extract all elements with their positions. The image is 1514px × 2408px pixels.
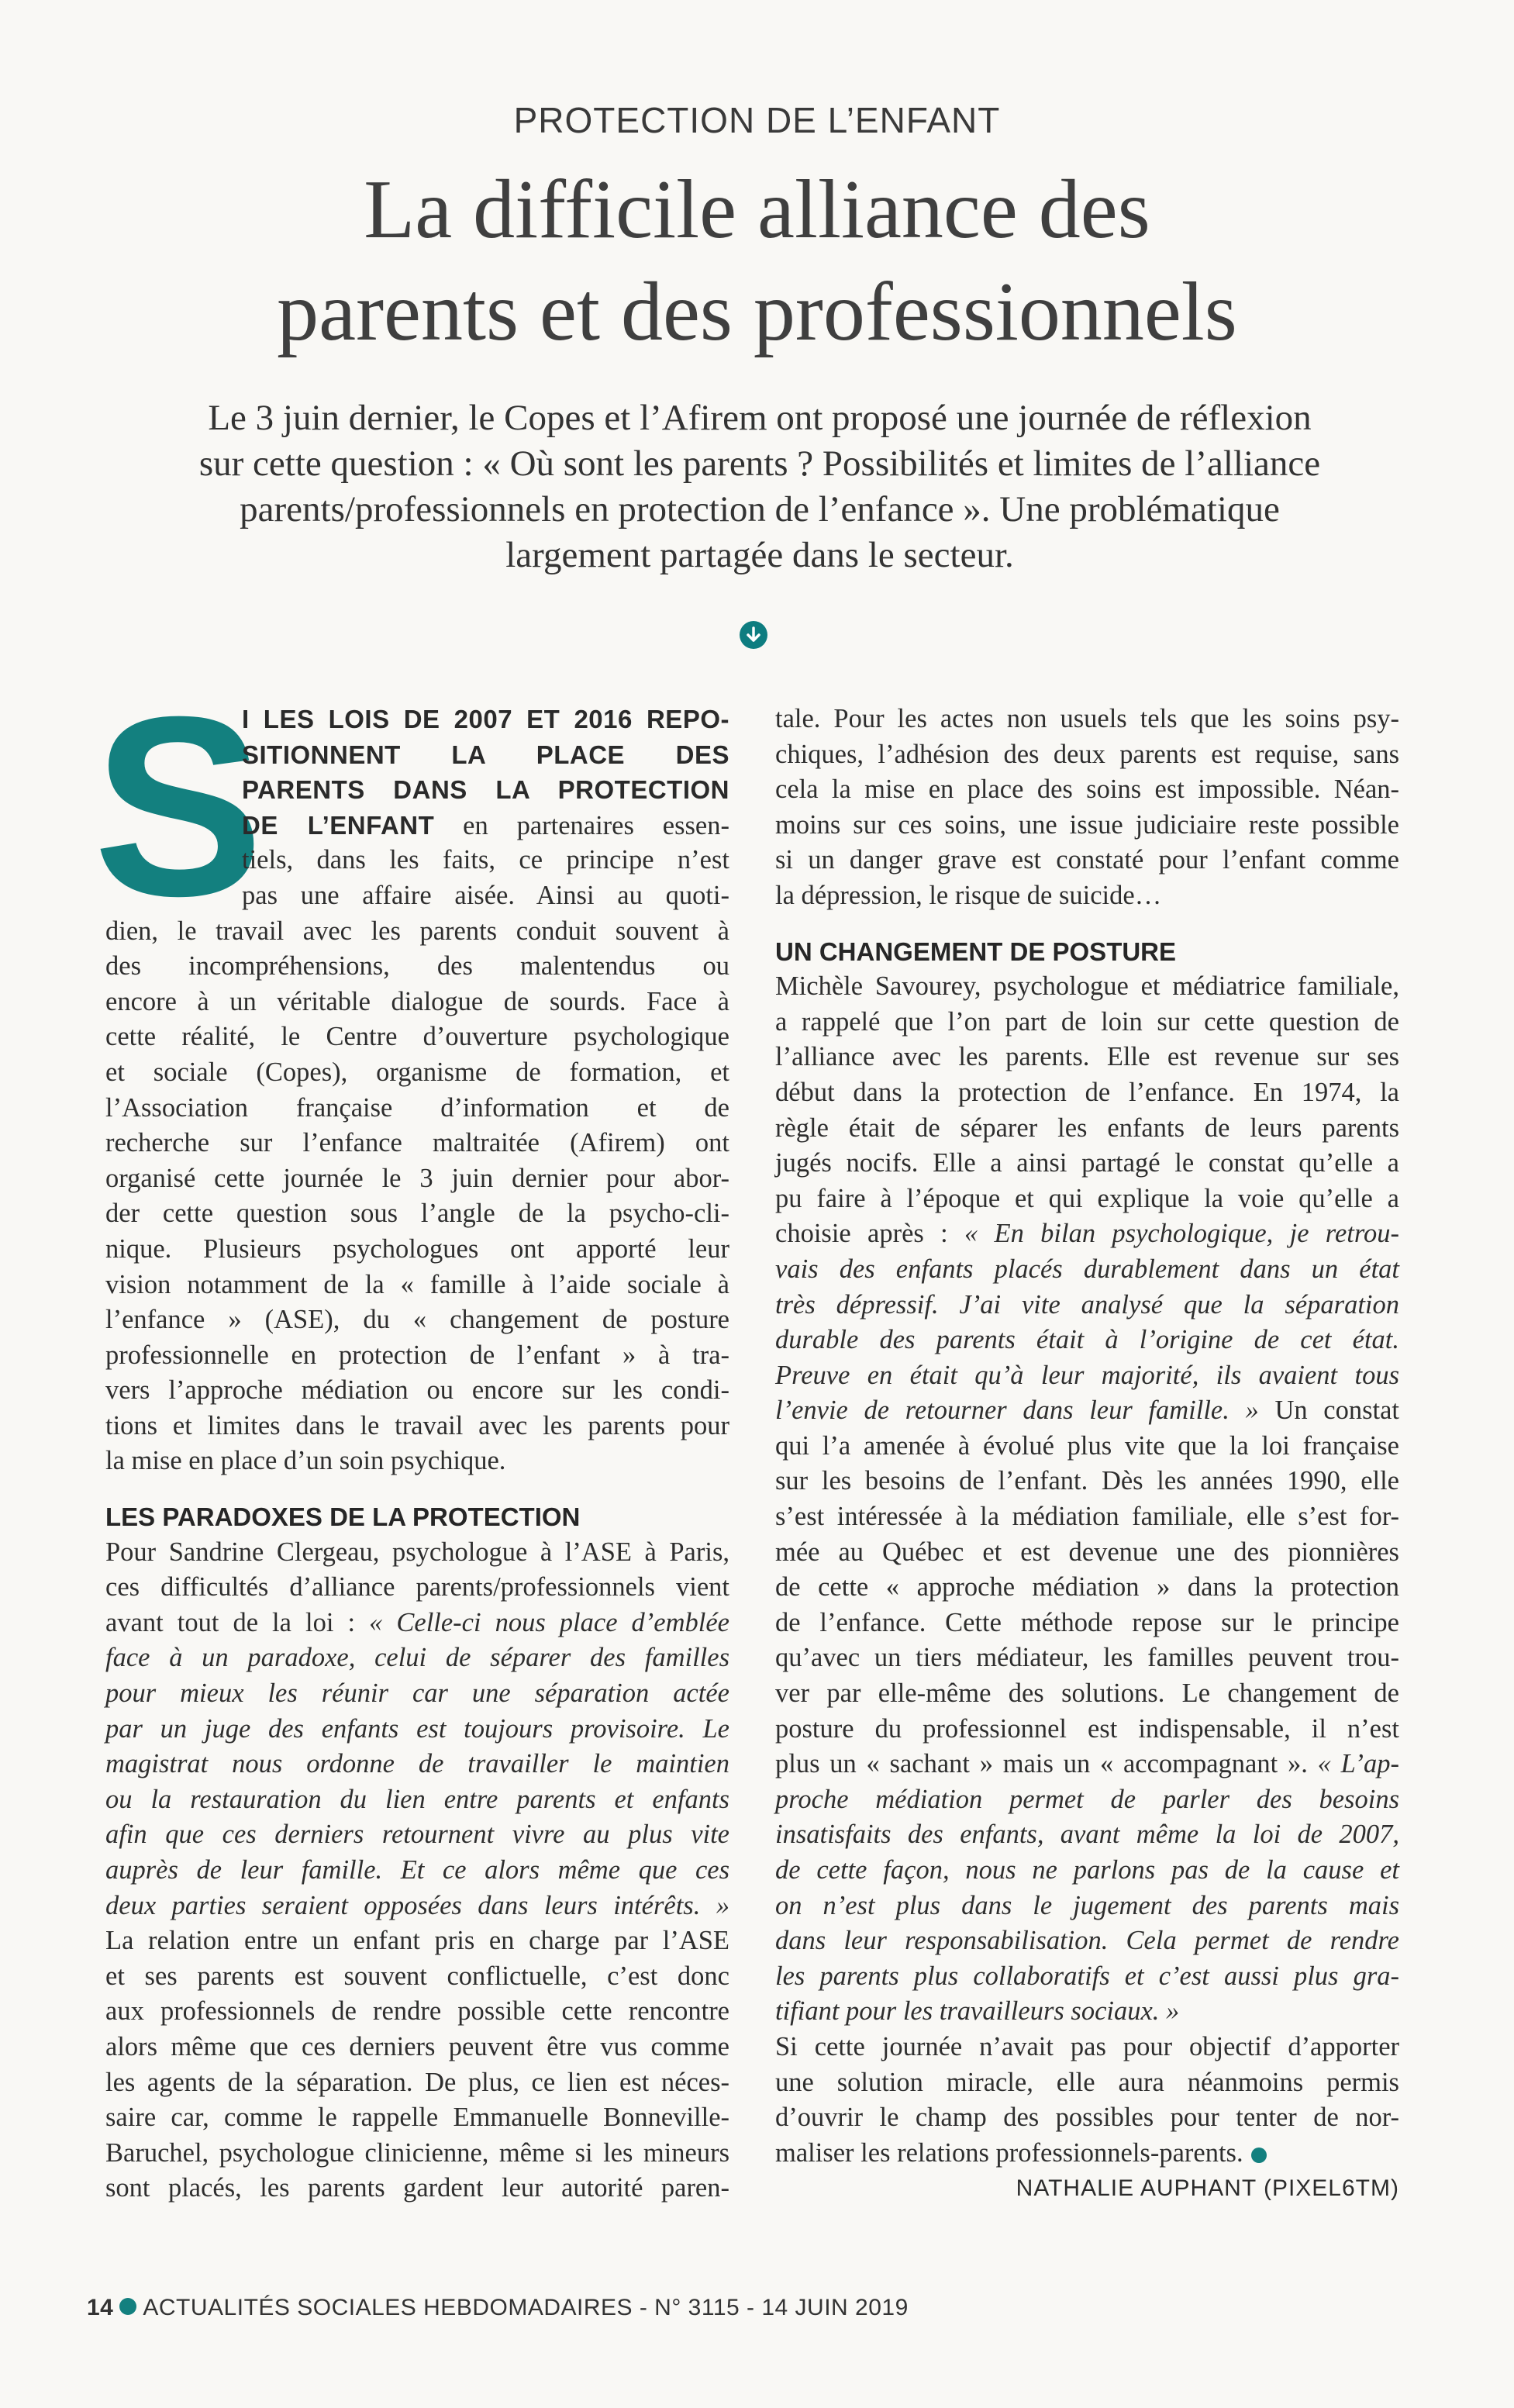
quote-line: très dépressif. J’ai vite analysé que la séparation xyxy=(775,1289,1399,1320)
intro-line: nique. Plusieurs psychologues ont apporté leur xyxy=(105,1233,729,1264)
lede-line: sur cette question : « Où sont les parents ? Possibilités et limites de l’alliance xyxy=(198,443,1321,484)
intro-line: et sociale (Copes), organisme de formation, et xyxy=(105,1057,729,1087)
end-of-article-dot-icon xyxy=(1251,2148,1267,2163)
lede-line: parents/professionnels en protection de l’enfance ». Une problématique xyxy=(240,489,1280,530)
section-heading: LES PARADOXES DE LA PROTECTION xyxy=(105,1502,581,1532)
intro-line: der cette question sous l’angle de la psycho-cli- xyxy=(105,1199,729,1229)
intro-line: l’enfance » (ASE), du « changement de posture xyxy=(105,1305,729,1335)
quote-line: de cette façon, nous ne parlons pas de la cause et xyxy=(775,1855,1399,1885)
body-end-line xyxy=(775,2136,1399,2172)
quote-line: vais des enfants placés durablement dans un état xyxy=(775,1254,1399,1284)
intro-line: des incompréhensions, des malentendus ou xyxy=(105,951,729,981)
quote-line: auprès de leur famille. Et ce alors même que ces xyxy=(105,1855,729,1885)
intro-line: l’Association française d’information et de xyxy=(105,1092,729,1123)
quote-text: l’envie de retourner dans leur famille. » xyxy=(775,1395,1259,1426)
lede-line: largement partagée dans le secteur. xyxy=(505,535,1014,575)
body-line: alors même que ces derniers peuvent être vus comme xyxy=(105,2031,729,2061)
author-signature: NATHALIE AUPHANT (PIXEL6TM) xyxy=(1016,2175,1399,2202)
body-line: qui l’a amenée à évolué plus vite que la loi française xyxy=(775,1430,1399,1461)
quote-text: « L’ap- xyxy=(1317,1749,1399,1779)
intro-caps-line: PARENTS DANS LA PROTECTION xyxy=(242,775,729,805)
intro-line: dien, le travail avec les parents conduit souvent à xyxy=(105,916,729,946)
body-mixed-line xyxy=(775,1393,1399,1429)
body-text: maliser les relations professionnels-parents. xyxy=(775,2137,1243,2168)
intro-line: tions et limites dans le travail avec les parents pour xyxy=(105,1410,729,1440)
body-line: cela la mise en place des soins est impossible. Néan- xyxy=(775,774,1399,805)
body-mixed-line xyxy=(775,1747,1399,1782)
quote-line: Preuve en était qu’à leur majorité, ils avaient tous xyxy=(775,1360,1399,1390)
body-line: Baruchel, psychologue clinicienne, même si les mineurs xyxy=(105,2137,729,2168)
body-line: saire car, comme le rappelle Emmanuelle Bonneville- xyxy=(105,2103,729,2133)
body-line: ces difficultés d’alliance parents/professionnels vient xyxy=(105,1572,729,1602)
drop-cap: S xyxy=(93,663,264,949)
quote-line: on n’est plus dans le jugement des parents mais xyxy=(775,1890,1399,1920)
intro-line: cette réalité, le Centre d’ouverture psychologique xyxy=(105,1022,729,1052)
quote-line: dans leur responsabilisation. Cela permet de rendre xyxy=(775,1926,1399,1956)
circle-arrow-down-icon xyxy=(740,621,767,649)
body-line: les agents de la séparation. De plus, ce lien est néces- xyxy=(105,2067,729,2097)
body-line: la dépression, le risque de suicide… xyxy=(775,880,1162,910)
body-line: d’ouvrir le champ des possibles pour tenter de nor- xyxy=(775,2103,1399,2133)
intro-line: professionnelle en protection de l’enfant » à tra- xyxy=(105,1340,729,1370)
quote-line: ou la restauration du lien entre parents et enfants xyxy=(105,1784,729,1814)
quote-line: deux parties seraient opposées dans leurs intérêts. » xyxy=(105,1890,729,1920)
intro-line: encore à un véritable dialogue de sourds. Face à xyxy=(105,986,729,1016)
title-line: La difficile alliance des xyxy=(364,164,1150,256)
body-line: une solution miracle, elle aura néanmoins permis xyxy=(775,2067,1399,2097)
left-column xyxy=(105,702,729,2206)
intro-line: la mise en place d’un soin psychique. xyxy=(105,1446,506,1476)
intro-caps-tail: en partenaires essen- xyxy=(434,810,729,840)
article-lede xyxy=(101,395,1419,578)
lede-line: Le 3 juin dernier, le Copes et l’Afirem ont proposé une journée de réflexion xyxy=(208,398,1312,438)
body-line: si un danger grave est constaté pour l’enfant comme xyxy=(775,845,1399,875)
body-line: jugés nocifs. Elle a ainsi partagé le constat qu’elle a xyxy=(775,1148,1399,1178)
body-line: début dans la protection de l’enfance. En 1974, la xyxy=(775,1077,1399,1107)
intro-line: organisé cette journée le 3 juin dernier pour abor- xyxy=(105,1163,729,1193)
intro-line: recherche sur l’enfance maltraitée (Afirem) ont xyxy=(105,1128,729,1158)
intro-caps-mixed-line xyxy=(105,808,729,843)
body-line: qu’avec un tiers médiateur, les familles peuvent trou- xyxy=(775,1643,1399,1673)
body-text: Un constat xyxy=(1258,1395,1400,1426)
intro-line: pas une affaire aisée. Ainsi au quoti- xyxy=(242,880,729,910)
body-line: tale. Pour les actes non usuels tels que les soins psy- xyxy=(775,704,1399,733)
body-line: sur les besoins de l’enfant. Dès les années 1990, elle xyxy=(775,1466,1399,1496)
intro-line: tiels, dans les faits, ce principe n’est xyxy=(242,845,729,875)
body-line: a rappelé que l’on part de loin sur cette question de xyxy=(775,1006,1399,1037)
article-title xyxy=(0,159,1514,364)
quote-line: pour mieux les réunir car une séparation actée xyxy=(105,1678,729,1709)
body-line: La relation entre un enfant pris en charge par l’ASE xyxy=(105,1926,729,1956)
intro-caps-line: I LES LOIS DE 2007 ET 2016 REPO- xyxy=(242,705,729,733)
body-line: chiques, l’adhésion des deux parents est requise, sans xyxy=(775,739,1399,769)
body-line: aux professionnels de rendre possible cette rencontre xyxy=(105,1996,729,2027)
body-line: pu faire à l’époque et qui explique la voie qu’elle a xyxy=(775,1183,1399,1213)
body-line: l’alliance avec les parents. Elle est revenue sur ses xyxy=(775,1042,1399,1072)
body-line: Pour Sandrine Clergeau, psychologue à l’ASE à Paris, xyxy=(105,1537,729,1567)
body-line: ver par elle-même des solutions. Le changement de xyxy=(775,1678,1399,1709)
body-line: Michèle Savourey, psychologue et médiatrice familiale, xyxy=(775,971,1399,1002)
body-text: avant tout de la loi : xyxy=(105,1607,370,1637)
quote-text: « Celle-ci nous place d’emblée xyxy=(369,1607,729,1637)
body-line: Si cette journée n’avait pas pour objectif d’apporter xyxy=(775,2031,1399,2061)
body-line: moins sur ces soins, une issue judiciaire reste possible xyxy=(775,809,1399,840)
body-line: mée au Québec et est devenue une des pionnières xyxy=(775,1537,1399,1567)
body-line: s’est intéressée à la médiation familiale, elle s’est for- xyxy=(775,1502,1399,1532)
body-text: choisie après : xyxy=(775,1219,964,1249)
quote-line: insatisfaits des enfants, avant même la loi de 2007, xyxy=(775,1820,1399,1850)
section-heading: UN CHANGEMENT DE POSTURE xyxy=(775,937,1177,966)
intro-caps-text: DE L’ENFANT xyxy=(242,810,435,840)
intro-line: vers l’approche médiation ou encore sur les condi- xyxy=(105,1375,729,1406)
quote-line: tifiant pour les travailleurs sociaux. » xyxy=(775,1996,1180,2027)
body-text: plus un « sachant » mais un « accompagnant ». xyxy=(775,1749,1318,1779)
right-column xyxy=(775,702,1399,2206)
title-line: parents et des professionnels xyxy=(277,266,1237,358)
section-kicker: PROTECTION DE L’ENFANT xyxy=(513,100,1001,140)
page-footer xyxy=(87,2295,909,2321)
quote-line: afin que ces derniers retournent vivre au plus vite xyxy=(105,1820,729,1850)
quote-line: par un juge des enfants est toujours provisoire. Le xyxy=(105,1713,729,1744)
quote-line: durable des parents était à l’origine de cet état. xyxy=(775,1325,1399,1355)
footer-arrow-icon xyxy=(119,2298,136,2315)
body-line: règle était de séparer les enfants de leurs parents xyxy=(775,1113,1399,1143)
quote-line: les parents plus collaboratifs et c’est aussi plus gra- xyxy=(775,1961,1399,1991)
page-number: 14 xyxy=(87,2295,114,2320)
body-line: et ses parents est souvent conflictuelle, c’est donc xyxy=(105,1961,729,1991)
quote-line: magistrat nous ordonne de travailler le maintien xyxy=(105,1749,729,1779)
quote-text: « En bilan psychologique, je retrou- xyxy=(964,1219,1399,1249)
quote-line: proche médiation permet de parler des besoins xyxy=(775,1784,1399,1814)
body-line: de cette « approche médiation » dans la protection xyxy=(775,1572,1399,1602)
body-line: sont placés, les parents gardent leur autorité paren- xyxy=(105,2173,729,2203)
intro-caps-line: SITIONNENT LA PLACE DES xyxy=(242,740,729,769)
body-line: posture du professionnel est indispensable, il n’est xyxy=(775,1713,1399,1744)
body-mixed-line xyxy=(775,1216,1399,1252)
intro-line: vision notamment de la « famille à l’aide sociale à xyxy=(105,1269,729,1299)
body-mixed-line xyxy=(105,1606,729,1641)
body-line: de l’enfance. Cette méthode repose sur le principe xyxy=(775,1607,1399,1637)
publication-info: ACTUALITÉS SOCIALES HEBDOMADAIRES - N° 3115 - 14 JUIN 2019 xyxy=(143,2295,909,2320)
quote-line: face à un paradoxe, celui de séparer des familles xyxy=(105,1643,729,1673)
